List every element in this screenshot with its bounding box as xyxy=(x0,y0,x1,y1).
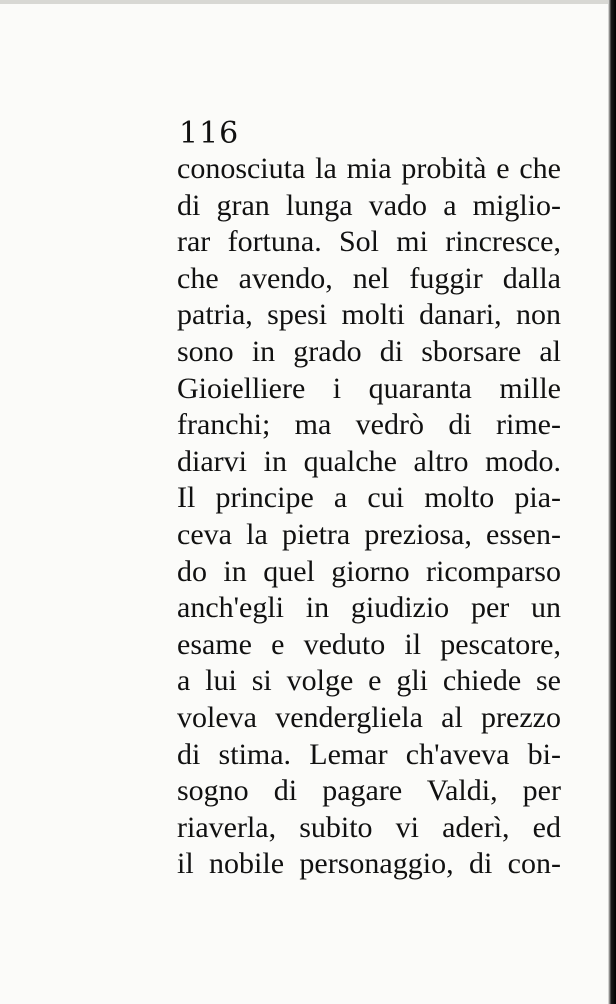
scan-edge-top xyxy=(0,0,616,4)
text-line: rar fortuna. Sol mi rincresce, xyxy=(177,225,561,259)
text-line: che avendo, nel fuggir dalla xyxy=(177,261,561,295)
text-line: patria, spesi molti danari, non xyxy=(177,298,561,332)
text-line: conosciuta la mia probità e che xyxy=(177,152,561,185)
text-line: a lui si volge e gli chiede se xyxy=(177,664,561,698)
text-line: di stima. Lemar ch'aveva bi- xyxy=(177,737,561,771)
text-line: esame e veduto il pescatore, xyxy=(177,627,561,661)
page-number: 116 xyxy=(179,116,240,151)
body-text xyxy=(177,151,561,883)
text-line: riaverla, subito vi aderì, ed xyxy=(177,810,561,844)
text-line: franchi; ma vedrò di rime- xyxy=(177,408,561,442)
text-line: il nobile personaggio, di con- xyxy=(177,847,561,881)
text-line: diarvi in qualche altro modo. xyxy=(177,444,561,478)
text-line: voleva vendergliela al prezzo xyxy=(177,700,561,734)
text-line: Gioielliere i quaranta mille xyxy=(177,371,561,405)
text-line: sono in grado di sborsare al xyxy=(177,334,561,368)
text-line: Il principe a cui molto pia- xyxy=(177,481,561,515)
text-line: di gran lunga vado a miglio- xyxy=(177,188,561,222)
text-line: sogno di pagare Valdi, per xyxy=(177,774,561,808)
text-line: do in quel giorno ricomparso xyxy=(177,554,561,588)
scan-edge-right xyxy=(608,0,616,1004)
text-line: ceva la pietra preziosa, essen- xyxy=(177,517,561,551)
text-line: anch'egli in giudizio per un xyxy=(177,591,561,625)
